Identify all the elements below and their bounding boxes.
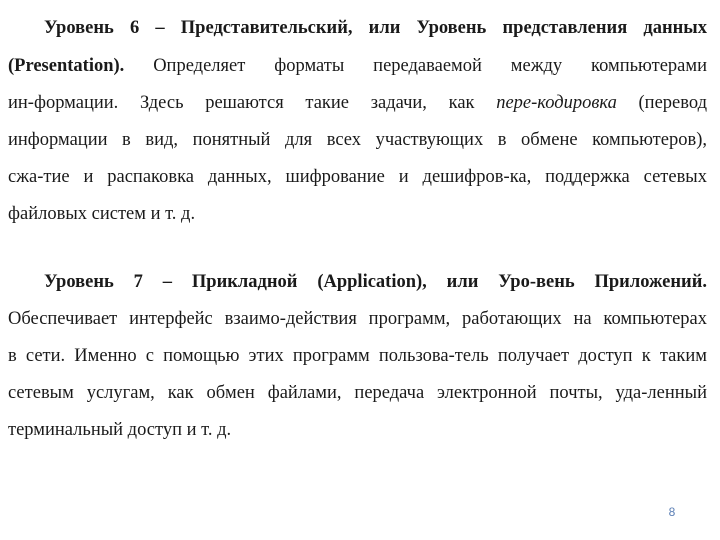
presentation-line-4: информации в вид, понятный для всех участвующих в обмене компьютеров), [8,130,707,150]
application-line-4: сетевым услугам, как обмен файлами, передача электронной почты, уда-ленный [8,383,707,403]
presentation-line-3-pre: ин-формации. Здесь решаются такие задачи, как [8,93,497,113]
presentation-line-3 [8,91,707,115]
presentation-heading-line: Уровень 6 – Представительский, или Уровень представления данных [44,18,707,38]
application-heading-line: Уровень 7 – Прикладной (Application), или Уро-вень Приложений. [44,272,707,292]
application-line-5: терминальный доступ и т. д. [8,420,232,440]
presentation-italic-term: пере-кодировка [496,93,617,113]
presentation-line-3-post: (перевод [616,93,707,113]
presentation-line-2 [8,54,707,78]
presentation-term: (Presentation). [8,56,125,76]
presentation-line-5: сжа-тие и распаковка данных, шифрование и дешифров-ка, поддержка сетевых [8,167,707,187]
presentation-line-6: файловых систем и т. д. [8,204,196,224]
page-number: 8 [668,505,676,519]
application-line-2: Обеспечивает интерфейс взаимо-действия программ, работающих на компьютерах [8,309,707,329]
application-line-3: в сети. Именно с помощью этих программ пользова-тель получает доступ к таким [8,346,707,366]
presentation-line-2-text: Определяет форматы передаваемой между компьютерами [124,56,707,76]
